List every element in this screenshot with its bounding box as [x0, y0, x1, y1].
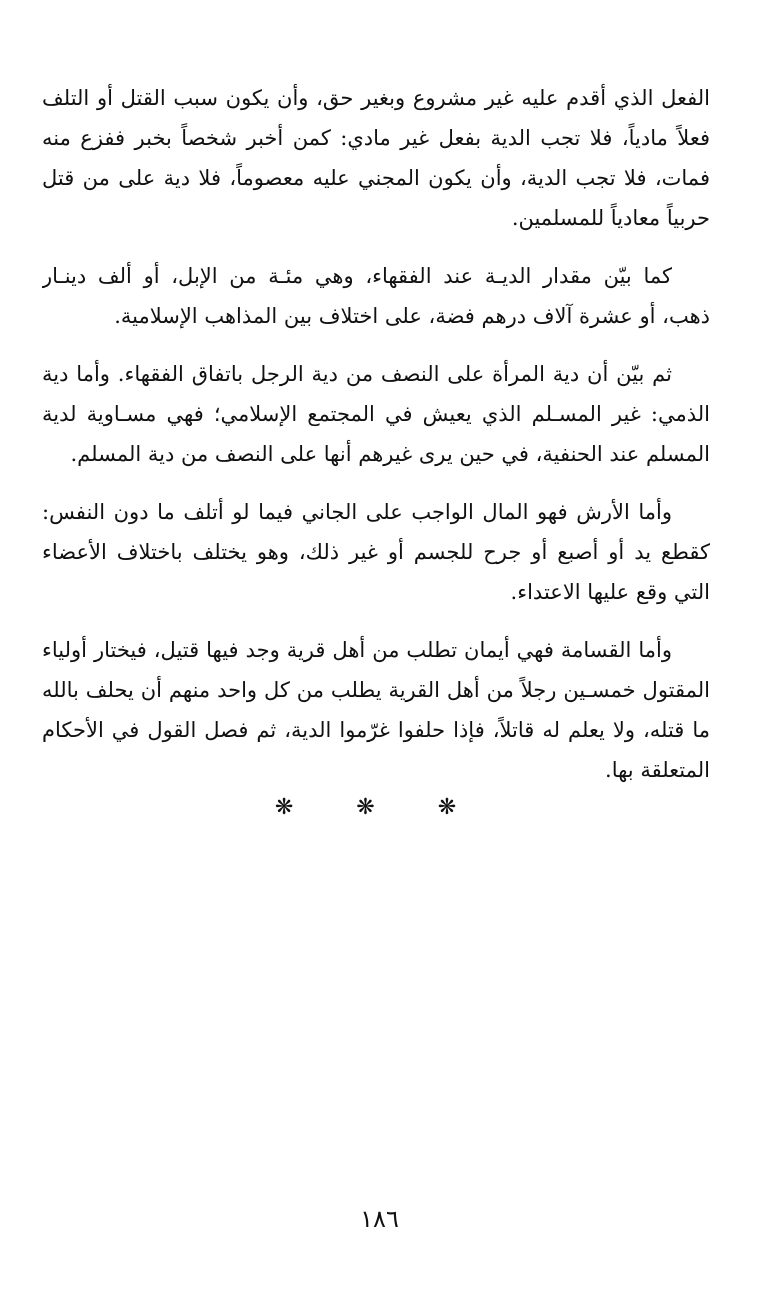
text-line: فعلاً مادياً، فلا تجب الدية بفعل غير مادي: كمن أخبر شخصاً بخبر ففزع منه	[42, 126, 710, 150]
text-line: ما قتله، ولا يعلم له قاتلاً، فإذا حلفوا غرّموا الدية، ثم فصل القول في الأحكام	[42, 718, 710, 742]
paragraph-qasama	[42, 630, 710, 790]
text-line: وأما الأرش فهو المال الواجب على الجاني فيما لو أتلف ما دون النفس:	[42, 500, 672, 524]
text-line: ذهب، أو عشرة آلاف درهم فضة، على اختلاف بين المذاهب الإسلامية.	[114, 304, 710, 328]
body-text	[42, 78, 710, 808]
text-line: كقطع يد أو أصبع أو جرح للجسم أو غير ذلك، وهو يختلف باختلاف الأعضاء	[42, 540, 710, 564]
paragraph-woman-dhimmi-diya	[42, 354, 710, 474]
text-line: المقتول خمسـين رجلاً من أهل القرية يطلب من كل واحد منهم أن يحلف بالله	[42, 678, 710, 702]
page-number: ١٨٦	[360, 1205, 399, 1233]
text-line: الذمي: غير المسـلم الذي يعيش في المجتمع الإسلامي؛ فهي مسـاوية لدية	[42, 402, 710, 426]
text-line: التي وقع عليها الاعتداء.	[510, 580, 710, 604]
text-line: الفعل الذي أقدم عليه غير مشروع وبغير حق، وأن يكون سبب القتل أو التلف	[42, 86, 710, 110]
paragraph-diya-amount	[42, 256, 710, 336]
paragraph-arsh	[42, 492, 710, 612]
text-line: كما بيّن مقدار الديـة عند الفقهاء، وهي مئـة من الإبل، أو ألف دينـار	[42, 264, 672, 288]
text-line: وأما القسامة فهي أيمان تطلب من أهل قرية وجد فيها قتيل، فيختار أولياء	[42, 638, 672, 662]
text-line: المتعلقة بها.	[605, 758, 710, 782]
text-line: ثم بيّن أن دية المرأة على النصف من دية الرجل باتفاق الفقهاء. وأما دية	[42, 362, 672, 386]
text-line: حربياً معادياً للمسلمين.	[511, 206, 710, 230]
text-line: المسلم عند الحنفية، في حين يرى غيرهم أنها على النصف من دية المسلم.	[70, 442, 710, 466]
paragraph-conditions	[42, 78, 710, 238]
text-line: فمات، فلا تجب الدية، وأن يكون المجني عليه معصوماً، فلا دية على من قتل	[42, 166, 710, 190]
section-divider-ornament: ❋ ❋ ❋	[274, 795, 485, 820]
